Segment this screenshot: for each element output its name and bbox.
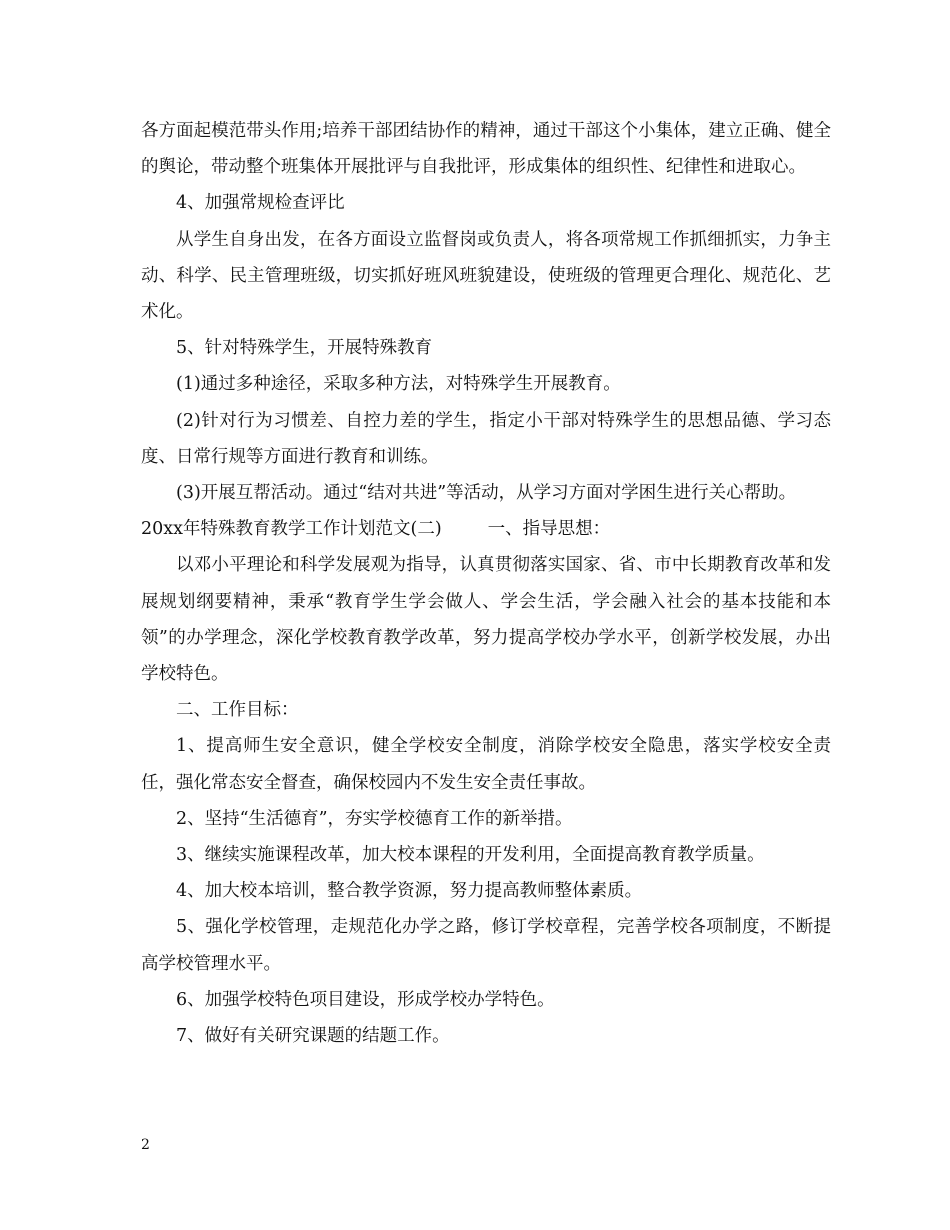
paragraph-4: 5、针对特殊学生，开展特殊教育 [176,338,433,359]
section-heading [141,511,831,547]
document-body [141,113,831,1054]
paragraph-3: 从学生自身出发，在各方面设立监督岗或负责人，将各项常规工作抓细抓实，力争主动、科学、民主管理班级，切实抓好班风班貌建设，使班级的管理更合理化、规范化、艺术化。 [141,229,831,323]
paragraph-10: 1、提高师生安全意识，健全学校安全制度，消除学校安全隐患，落实学校安全责任，强化常态安全督查，确保校园内不发生安全责任事故。 [141,736,831,793]
paragraph-9: 二、工作目标： [176,700,299,721]
paragraph-12: 3、继续实施课程改革，加大校本课程的开发利用，全面提高教育教学质量。 [176,845,765,866]
paragraph-15: 6、加强学校特色项目建设，形成学校办学特色。 [176,989,555,1010]
paragraph-5: (1)通过多种途径，采取多种方法，对特殊学生开展教育。 [176,374,621,395]
paragraph-13: 4、加大校本培训，整合教学资源，努力提高教师整体素质。 [176,881,643,902]
section-title: 20xx年特殊教育教学工作计划范文(二) [141,519,442,540]
section-subtitle: 一、指导思想： [487,519,611,540]
paragraph-6: (2)针对行为习惯差、自控力差的学生，指定小干部对特殊学生的思想品德、学习态度、日常行规等方面进行教育和训练。 [141,410,831,467]
paragraph-1: 各方面起模范带头作用;培养干部团结协作的精神，通过干部这个小集体，建立正确、健全的舆论，带动整个班集体开展批评与自我批评，形成集体的组织性、纪律性和进取心。 [141,121,831,178]
paragraph-8: 以邓小平理论和科学发展观为指导，认真贯彻落实国家、省、市中长期教育改革和发展规划纲要精神，秉承“教育学生学会做人、学会生活，学会融入社会的基本技能和本领”的办学理念，深化学校教育教学改革，努力提高学校办学水平，创新学校发展，办出学校特色。 [141,555,831,685]
paragraph-2: 4、加强常规检查评比 [176,193,345,214]
page-number: 2 [141,1137,150,1153]
paragraph-14: 5、强化学校管理，走规范化办学之路，修订学校章程，完善学校各项制度，不断提高学校管理水平。 [141,917,831,974]
paragraph-16: 7、做好有关研究课题的结题工作。 [176,1026,450,1047]
paragraph-7: (3)开展互帮活动。通过“结对共进”等活动，从学习方面对学困生进行关心帮助。 [176,483,797,504]
paragraph-11: 2、坚持“生活德育”，夯实学校德育工作的新举措。 [176,808,573,829]
